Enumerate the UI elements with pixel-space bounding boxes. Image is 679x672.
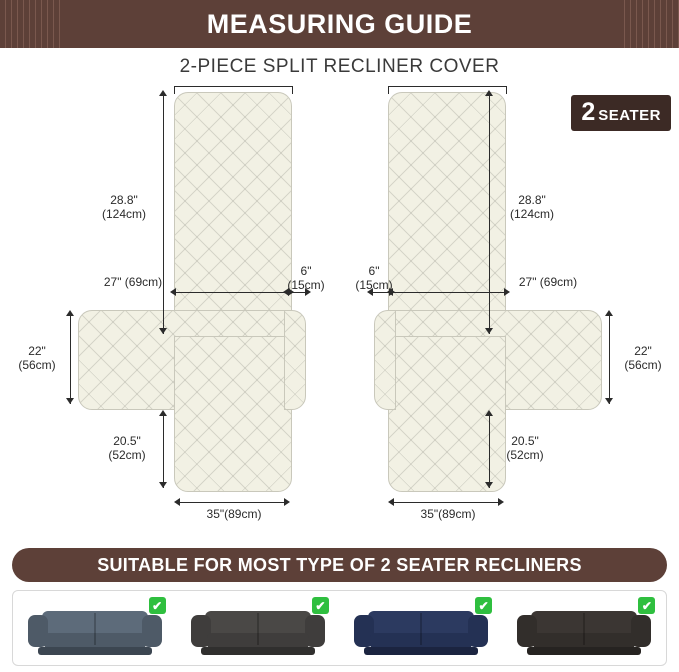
check-icon: ✔: [638, 597, 655, 614]
check-icon: ✔: [149, 597, 166, 614]
left-backrest-top-tick: [174, 86, 292, 87]
right-backrest-top-tick-l: [388, 86, 389, 94]
suitability-banner: [12, 548, 667, 582]
sofa-divider: [257, 613, 259, 645]
right-arm-height-arrow-top: [605, 310, 613, 316]
sofa-base: [364, 647, 478, 655]
left-total-width-arrow-left: [174, 498, 180, 506]
ruler-decoration-left: [0, 0, 60, 48]
left-skirt-panel: [174, 336, 292, 492]
left-backrest-height-arrow-top: [159, 90, 167, 96]
right-backrest-height-label: 28.8" (124cm): [509, 193, 554, 221]
right-backrest-height-line: [489, 96, 490, 334]
left-total-width-arrow-right: [284, 498, 290, 506]
badge-number: 2: [581, 98, 596, 126]
badge-label: SEATER: [598, 107, 661, 124]
list-item: [509, 595, 659, 661]
right-backrest-top-tick-r: [506, 86, 507, 94]
page-title: MEASURING GUIDE: [206, 8, 473, 39]
left-arm-height-label: 22" (56cm): [18, 344, 56, 372]
left-seat-depth-line: [163, 416, 164, 488]
left-seat-depth-arrow-bottom: [159, 482, 167, 488]
right-backrest-top-tick: [388, 86, 506, 87]
right-backrest-width-arrow-right: [504, 288, 510, 296]
left-arm-height-arrow-top: [66, 310, 74, 316]
left-backrest-height-label: 28.8" (124cm): [101, 193, 146, 221]
recliner-illustration-3: [354, 603, 488, 655]
recliner-illustration-4: [517, 603, 651, 655]
left-backrest-top-tick-r: [292, 86, 293, 94]
left-backrest-height-arrow-bottom: [159, 328, 167, 334]
left-backrest-width-line: [176, 292, 290, 293]
check-icon: ✔: [312, 597, 329, 614]
left-backrest-width-arrow-left: [170, 288, 176, 296]
product-strip: [12, 590, 667, 666]
right-gap-label: 6" (15cm): [355, 264, 393, 292]
right-seat-depth-label: 20.5" (52cm): [506, 434, 544, 462]
sofa-divider: [420, 613, 422, 645]
left-total-width-line: [180, 502, 286, 503]
right-arm-height-label: 22" (56cm): [624, 344, 662, 372]
right-total-width-arrow-right: [498, 498, 504, 506]
right-total-width-line: [394, 502, 500, 503]
right-seat-tab: [374, 310, 396, 410]
left-gap-arrow-right: [305, 288, 311, 296]
left-gap-label: 6" (15cm): [287, 264, 325, 292]
right-backrest-height-arrow-bottom: [485, 328, 493, 334]
list-item: [183, 595, 333, 661]
sofa-base: [38, 647, 152, 655]
ruler-decoration-right: [619, 0, 679, 48]
left-backrest-panel: [174, 92, 292, 337]
right-total-width-label: 35"(89cm): [420, 507, 476, 521]
sofa-base: [527, 647, 641, 655]
left-seat-depth-label: 20.5" (52cm): [108, 434, 146, 462]
sofa-divider: [94, 613, 96, 645]
recliner-illustration-2: [191, 603, 325, 655]
list-item: [20, 595, 170, 661]
left-gap-arrow-left: [283, 288, 289, 296]
right-arm-height-arrow-bottom: [605, 398, 613, 404]
left-backrest-height-line: [163, 96, 164, 334]
left-seat-depth-arrow-top: [159, 410, 167, 416]
header-bar: [0, 0, 679, 48]
check-icon: ✔: [475, 597, 492, 614]
left-backrest-top-tick-l: [174, 86, 175, 94]
banner-text: SUITABLE FOR MOST TYPE OF 2 SEATER RECLINERS: [97, 554, 582, 575]
right-seat-depth-line: [489, 416, 490, 488]
right-gap-arrow-right: [389, 288, 395, 296]
right-gap-arrow-left: [367, 288, 373, 296]
right-total-width-arrow-left: [388, 498, 394, 506]
right-backrest-width-label: 27" (69cm): [518, 275, 578, 289]
left-backrest-width-label: 27" (69cm): [103, 275, 163, 289]
right-seat-depth-arrow-top: [485, 410, 493, 416]
left-arm-height-arrow-bottom: [66, 398, 74, 404]
right-seat-depth-arrow-bottom: [485, 482, 493, 488]
right-arm-height-line: [609, 316, 610, 404]
list-item: [346, 595, 496, 661]
left-seat-tab: [284, 310, 306, 410]
right-backrest-height-arrow-top: [485, 90, 493, 96]
sofa-base: [201, 647, 315, 655]
page-subtitle: 2-PIECE SPLIT RECLINER COVER: [179, 56, 500, 77]
left-arm-height-line: [70, 316, 71, 404]
recliner-illustration-1: [28, 603, 162, 655]
sofa-divider: [583, 613, 585, 645]
left-total-width-label: 35"(89cm): [206, 507, 262, 521]
right-backrest-width-line: [392, 292, 506, 293]
measuring-diagram: [0, 80, 679, 535]
